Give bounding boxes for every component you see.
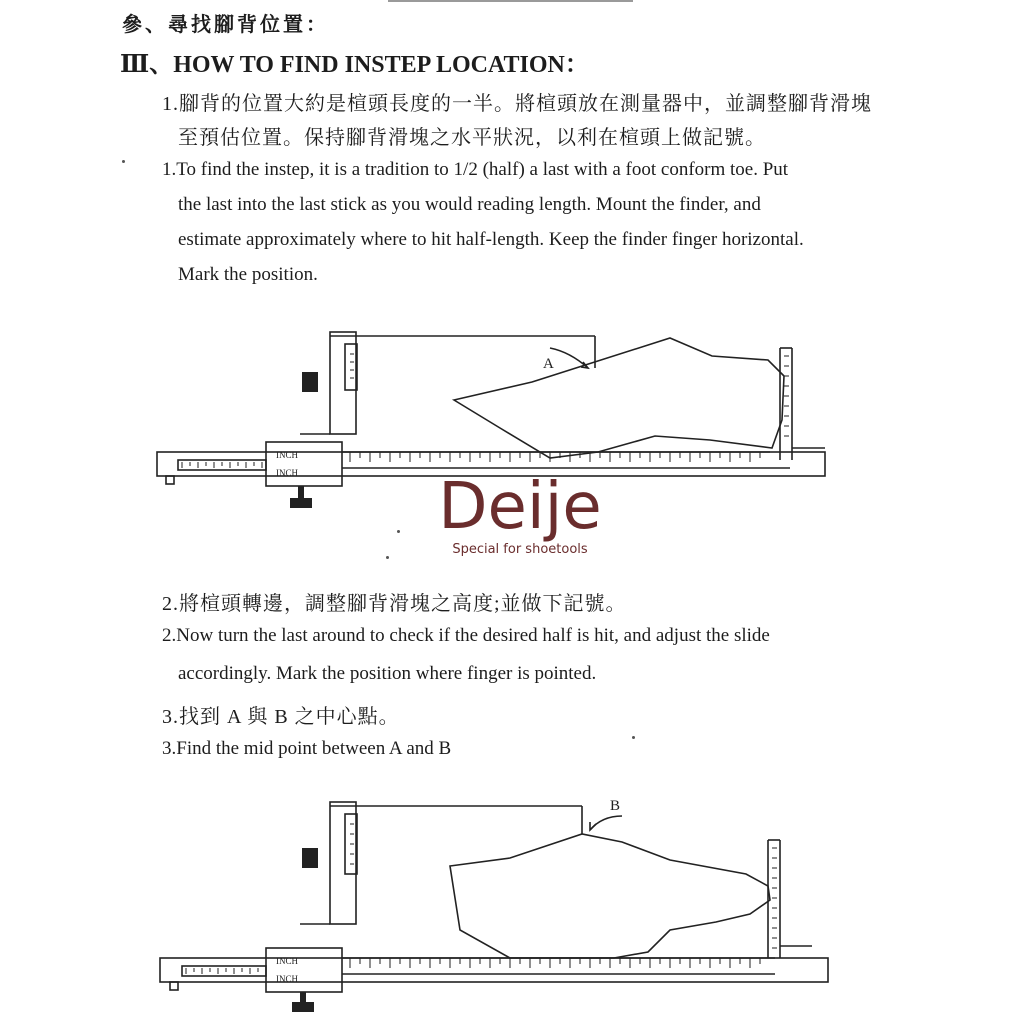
section-heading-en: Ⅲ、HOW TO FIND INSTEP LOCATION： [120,52,589,78]
step1-en-line4: Mark the position. [178,264,318,285]
figure-b-measuring-device [150,790,840,1020]
step3-en: 3.Find the mid point between A and B [162,738,452,759]
scan-speck [397,530,400,533]
step2-en-line1: 2.Now turn the last around to check if the desired half is hit, and adjust the slide [162,625,770,646]
step3-zh: 3.找到 A 與 B 之中心點。 [162,706,400,728]
step1-en-line2: the last into the last stick as you would reading length. Mount the finder, and [178,194,761,215]
step1-en-line3: estimate approximately where to hit half-length. Keep the finder finger horizontal. [178,229,804,250]
scan-speck [386,556,389,559]
figure-a-slider-label-top: INCH [276,450,298,460]
figure-a-label: A [543,356,554,372]
step2-zh: 2.將楦頭轉邊，調整腳背滑塊之高度;並做下記號。 [162,593,627,615]
figure-b-label: B [610,798,621,814]
figure-b-slider-label-top: INCH [276,956,298,966]
watermark-name: Deije [438,470,602,544]
deije-watermark [420,470,620,557]
top-rule [388,0,633,2]
scan-speck [122,160,125,163]
step1-en-line1: 1.To find the instep, it is a tradition to 1/2 (half) a last with a foot conform toe. Put [162,159,789,180]
step1-zh-line1: 1.腳背的位置大約是楦頭長度的一半。將楦頭放在測量器中，並調整腳背滑塊 [162,93,872,115]
figure-b-drawing [150,790,840,1020]
step1-zh-line2: 至預估位置。保持腳背滑塊之水平狀況，以利在楦頭上做記號。 [178,127,766,149]
step2-en-line2: accordingly. Mark the position where finger is pointed. [178,663,597,684]
section-heading-zh: 參、尋找腳背位置： [122,14,329,36]
watermark-tagline: Special for shoetools [452,542,588,557]
figure-a-slider-label-bottom: INCH [276,468,298,478]
scan-speck [632,736,635,739]
figure-b-slider-label-bottom: INCH [276,974,298,984]
